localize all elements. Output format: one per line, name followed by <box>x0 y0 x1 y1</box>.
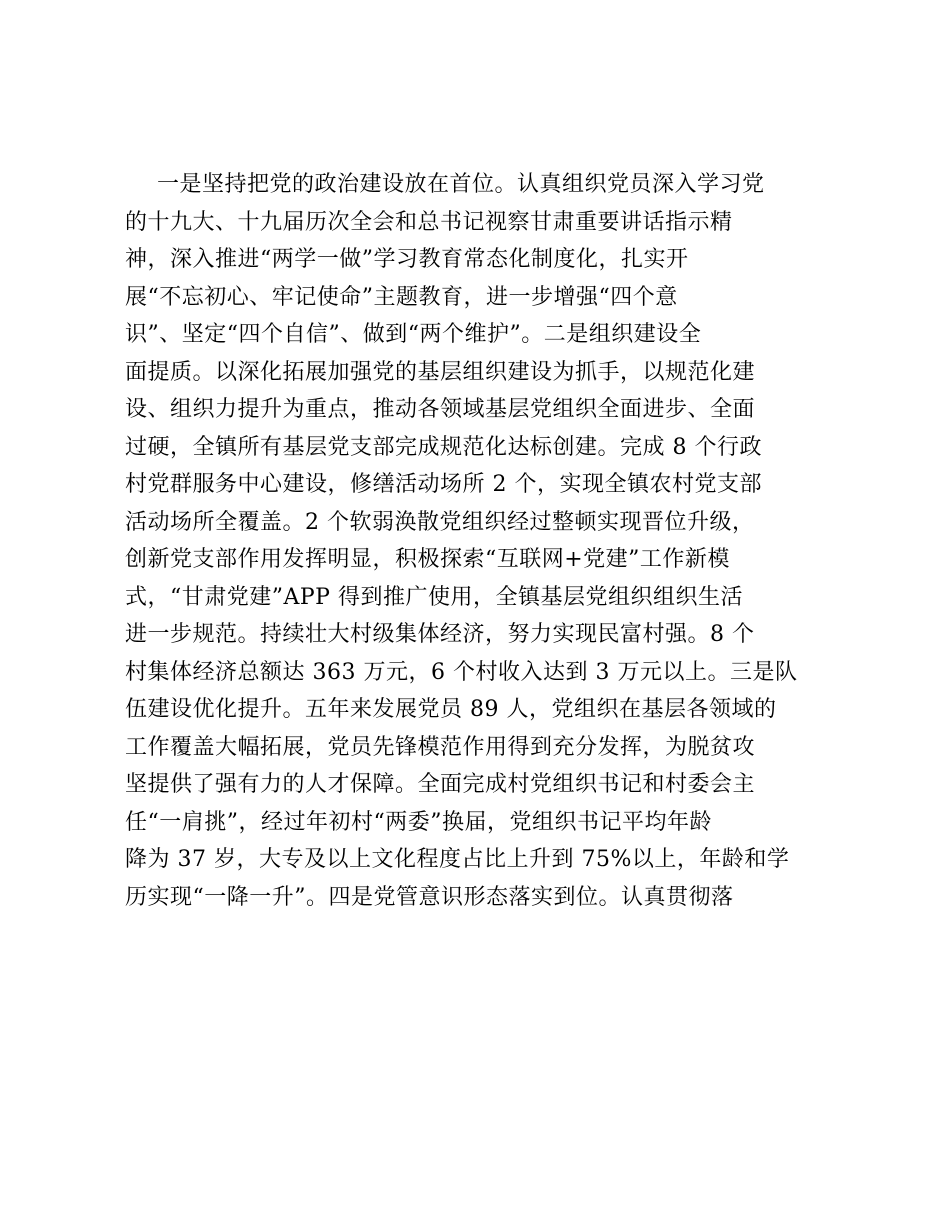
text-line: 村党群服务中心建设，修缮活动场所 2 个，实现全镇农村党支部 <box>125 472 762 497</box>
text-line: 展“不忘初心、牢记使命”主题教育，进一步增强“四个意 <box>125 284 678 310</box>
text-line: 面提质。以深化拓展加强党的基层组织建设为抓手，以规范化建 <box>125 359 756 385</box>
text-line: 创新党支部作用发挥明显，积极探索“互联网+党建”工作新模 <box>125 547 730 572</box>
text-line: 村集体经济总额达 363 万元，6 个村收入达到 3 万元以上。三是队 <box>125 659 798 685</box>
text-line: 设、组织力提升为重点，推动各领域基层党组织全面进步、全面 <box>125 397 756 422</box>
text-line: 式，“甘肃党建”APP 得到推广使用，全镇基层党组织组织生活 <box>125 584 743 610</box>
text-line: 坚提供了强有力的人才保障。全面完成村党组织书记和村委会主 <box>125 772 756 797</box>
text-line: 进一步规范。持续壮大村级集体经济，努力实现民富村强。8 个 <box>125 622 755 647</box>
text-line: 识”、坚定“四个自信”、做到“两个维护”。二是组织建设全 <box>125 322 702 347</box>
text-line: 伍建设优化提升。五年来发展党员 89 人，党组织在基层各领域的 <box>125 697 777 722</box>
text-line: 工作覆盖大幅拓展，党员先锋模范作用得到充分发挥，为脱贫攻 <box>125 734 756 760</box>
text-line: 的十九大、十九届历次全会和总书记视察甘肃重要讲话指示精 <box>125 209 733 235</box>
text-line: 过硬，全镇所有基层党支部完成规范化达标创建。完成 8 个行政 <box>125 434 762 460</box>
body-paragraph <box>125 166 835 916</box>
text-line: 活动场所全覆盖。2 个软弱涣散党组织经过整顿实现晋位升级， <box>125 509 755 535</box>
text-line: 一是坚持把党的政治建设放在首位。认真组织党员深入学习党 <box>157 172 765 197</box>
text-line: 神，深入推进“两学一做”学习教育常态化制度化，扎实开 <box>125 247 689 272</box>
text-line: 历实现“一降一升”。四是党管意识形态落实到位。认真贯彻落 <box>125 884 734 910</box>
text-line: 降为 37 岁，大专及以上文化程度占比上升到 75%以上，年龄和学 <box>125 847 790 872</box>
text-line: 任“一肩挑”，经过年初村“两委”换届，党组织书记平均年龄 <box>125 809 712 835</box>
